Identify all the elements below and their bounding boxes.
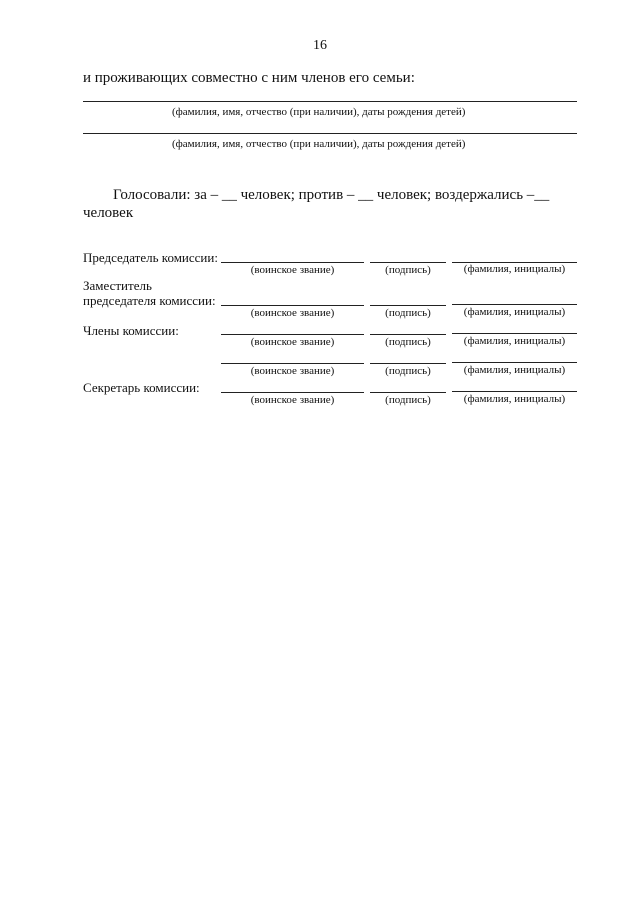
member-1-signature-line[interactable] — [370, 334, 446, 335]
member-1-name-line[interactable] — [452, 333, 577, 334]
family-line-2-caption: (фамилия, имя, отчество (при наличии), даты рождения детей) — [172, 138, 466, 150]
deputy-label-line-2: председателя комиссии: — [83, 293, 216, 308]
secretary-signature-caption: (подпись) — [385, 394, 431, 406]
chairman-name-caption: (фамилия, инициалы) — [463, 263, 566, 275]
secretary-name-caption: (фамилия, инициалы) — [463, 393, 566, 405]
deputy-rank-caption: (воинское звание) — [250, 307, 335, 319]
member-1-rank-caption: (воинское звание) — [250, 336, 335, 348]
vote-line-2: человек — [83, 205, 134, 221]
family-line-1[interactable] — [83, 101, 577, 102]
deputy-signature-caption: (подпись) — [385, 307, 431, 319]
chairman-rank-line[interactable] — [221, 262, 364, 263]
chairman-rank-caption: (воинское звание) — [250, 264, 335, 276]
member-2-rank-line[interactable] — [221, 363, 364, 364]
members-label: Члены комиссии: — [83, 323, 179, 338]
secretary-signature-line[interactable] — [370, 392, 446, 393]
member-2-name-line[interactable] — [452, 362, 577, 363]
deputy-rank-line[interactable] — [221, 305, 364, 306]
secretary-rank-line[interactable] — [221, 392, 364, 393]
deputy-label-line-1: Заместитель — [83, 278, 152, 293]
family-line-1-caption: (фамилия, имя, отчество (при наличии), даты рождения детей) — [172, 106, 466, 118]
member-1-name-caption: (фамилия, инициалы) — [463, 335, 566, 347]
chairman-label: Председатель комиссии: — [83, 250, 218, 265]
family-line-2[interactable] — [83, 133, 577, 134]
secretary-rank-caption: (воинское звание) — [250, 394, 335, 406]
vote-line-1: Голосовали: за – __ человек; против – __ человек; воздержались –__ — [113, 187, 550, 203]
page-number: 16 — [313, 38, 327, 53]
deputy-name-line[interactable] — [452, 304, 577, 305]
member-2-signature-caption: (подпись) — [385, 365, 431, 377]
intro-text: и проживающих совместно с ним членов его семьи: — [83, 70, 415, 86]
member-2-name-caption: (фамилия, инициалы) — [463, 364, 566, 376]
chairman-signature-caption: (подпись) — [385, 264, 431, 276]
member-1-signature-caption: (подпись) — [385, 336, 431, 348]
member-1-rank-line[interactable] — [221, 334, 364, 335]
deputy-name-caption: (фамилия, инициалы) — [463, 306, 566, 318]
deputy-signature-line[interactable] — [370, 305, 446, 306]
secretary-label: Секретарь комиссии: — [83, 380, 200, 395]
member-2-signature-line[interactable] — [370, 363, 446, 364]
secretary-name-line[interactable] — [452, 391, 577, 392]
member-2-rank-caption: (воинское звание) — [250, 365, 335, 377]
chairman-signature-line[interactable] — [370, 262, 446, 263]
